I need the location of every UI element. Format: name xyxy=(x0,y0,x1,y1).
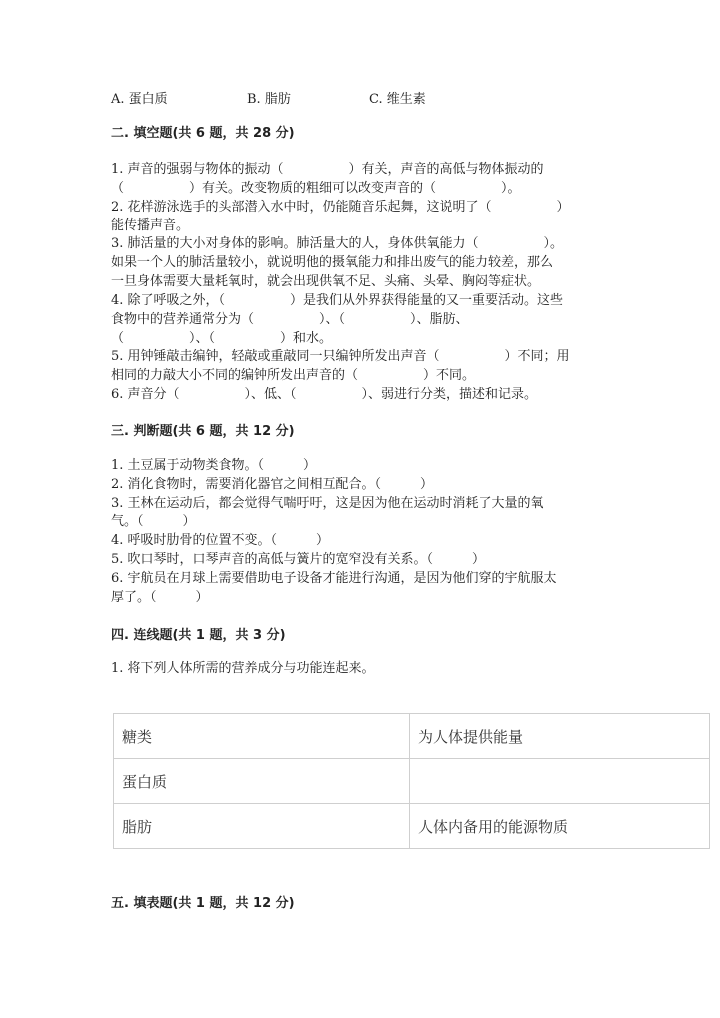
option-c: C. 维生素 xyxy=(369,92,426,107)
section-4-heading: 四. 连线题(共 1 题，共 3 分) xyxy=(111,628,286,643)
section-2-line: 相同的力敲大小不同的编钟所发出声音的（ ）不同。 xyxy=(111,368,476,383)
section-2-line: 6. 声音分（ ）、低、（ ）、弱进行分类，描述和记录。 xyxy=(111,387,538,402)
section-5-heading: 五. 填表题(共 1 题，共 12 分) xyxy=(111,896,295,911)
table-cell-function xyxy=(410,759,710,804)
option-b: B. 脂肪 xyxy=(247,92,291,107)
table-row xyxy=(114,804,710,849)
section-2-line: 一旦身体需要大量耗氧时，就会出现供氧不足、头痛、头晕、胸闷等症状。 xyxy=(111,274,541,289)
section-2-line: 食物中的营养通常分为（ ）、（ ）、脂肪、 xyxy=(111,312,469,327)
section-3-line: 4. 呼吸时肋骨的位置不变。（ ） xyxy=(111,533,330,548)
section-2-line: 3. 肺活量的大小对身体的影响。肺活量大的人，身体供氧能力（ ）。 xyxy=(111,236,564,251)
section-3-line: 气。（ ） xyxy=(111,514,196,529)
table-cell-nutrient: 糖类 xyxy=(114,714,410,759)
section-3-line: 3. 王林在运动后，都会觉得气喘吁吁，这是因为他在运动时消耗了大量的氧 xyxy=(111,496,544,511)
section-2-line: 5. 用钟锤敲击编钟，轻敲或重敲同一只编钟所发出声音（ ）不同；用 xyxy=(111,349,570,364)
section-2-line: 能传播声音。 xyxy=(111,218,190,233)
table-row xyxy=(114,714,710,759)
table-row xyxy=(114,759,710,804)
matching-table xyxy=(113,713,710,849)
section-2-heading: 二. 填空题(共 6 题，共 28 分) xyxy=(111,126,295,141)
section-2-line: 4. 除了呼吸之外，（ ）是我们从外界获得能量的又一重要活动。这些 xyxy=(111,293,564,308)
section-2-line: 2. 花样游泳选手的头部潜入水中时，仍能随音乐起舞，这说明了（ ） xyxy=(111,200,570,215)
section-2-line: （ ）、（ ）和水。 xyxy=(111,331,333,346)
section-3-line: 5. 吹口琴时，口琴声音的高低与簧片的宽窄没有关系。（ ） xyxy=(111,552,486,567)
option-a: A. 蛋白质 xyxy=(111,92,168,107)
section-3-line: 厚了。（ ） xyxy=(111,590,209,605)
section-3-heading: 三. 判断题(共 6 题，共 12 分) xyxy=(111,424,295,439)
section-3-line: 2. 消化食物时，需要消化器官之间相互配合。（ ） xyxy=(111,477,434,492)
section-4-question: 1. 将下列人体所需的营养成分与功能连起来。 xyxy=(111,661,375,676)
section-2-line: 1. 声音的强弱与物体的振动（ ）有关，声音的高低与物体振动的 xyxy=(111,162,544,177)
table-cell-function: 为人体提供能量 xyxy=(410,714,710,759)
table-cell-nutrient: 蛋白质 xyxy=(114,759,410,804)
section-3-line: 6. 宇航员在月球上需要借助电子设备才能进行沟通，是因为他们穿的宇航服太 xyxy=(111,571,557,586)
section-2-line: （ ）有关。改变物质的粗细可以改变声音的（ ）。 xyxy=(111,181,521,196)
section-2-line: 如果一个人的肺活量较小，就说明他的摄氧能力和排出废气的能力较差，那么 xyxy=(111,255,554,270)
table-cell-nutrient: 脂肪 xyxy=(114,804,410,849)
section-3-line: 1. 土豆属于动物类食物。（ ） xyxy=(111,458,317,473)
table-cell-function: 人体内备用的能源物质 xyxy=(410,804,710,849)
